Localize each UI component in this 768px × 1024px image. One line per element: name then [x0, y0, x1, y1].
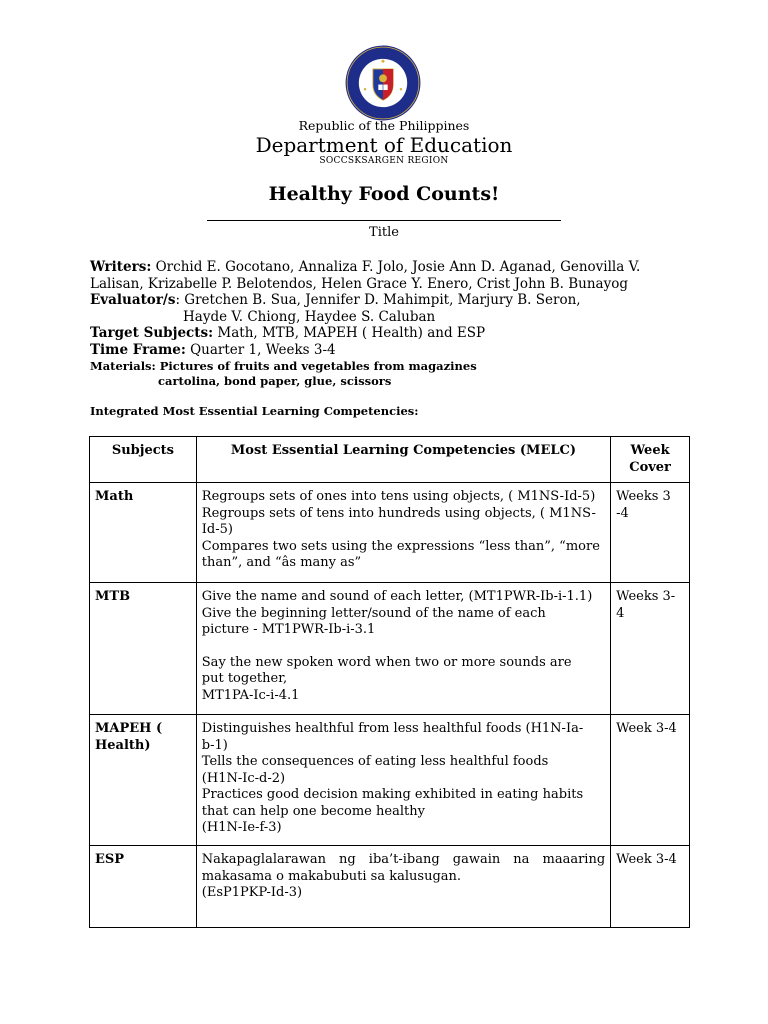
subject-name: ESP: [95, 852, 125, 867]
writers-label: Writers:: [90, 259, 152, 275]
melc-line: put together,: [201, 671, 288, 686]
melc-line: Give the name and sound of each letter, (MT1PWR-Ib-i-1.1): [201, 589, 593, 604]
week-line-1: Weeks 3-: [616, 589, 676, 604]
title-underline: [207, 220, 561, 221]
melc-line: Say the new spoken word when two or more sounds are: [201, 654, 572, 670]
week-cell: [611, 583, 690, 715]
materials-line-1: [90, 359, 710, 374]
writers-line-1: [90, 259, 710, 276]
seal-right-star: [400, 88, 402, 90]
week-line-2: 4: [616, 605, 625, 621]
week-header-line-2: Cover: [629, 459, 671, 475]
table-row: [90, 483, 690, 583]
melc-cell: [196, 715, 610, 846]
materials-items-1: Pictures of fruits and vegetables from magazines: [155, 359, 477, 373]
melc-line: (H1N-Ie-f-3): [201, 820, 282, 835]
document-title: Healthy Food Counts!: [268, 183, 500, 205]
time-frame-label: Time Frame:: [90, 341, 186, 358]
week-cell: [611, 483, 690, 583]
writers-line-2: Lalisan, Krizabelle P. Belotendos, Helen Grace Y. Enero, Crist John B. Bunayog: [90, 275, 629, 292]
melc-line: Practices good decision making exhibited in eating habits: [201, 787, 584, 802]
materials-line-2: cartolina, bond paper, glue, scissors: [158, 374, 392, 388]
table-row: [90, 846, 690, 928]
melc-cell: [196, 483, 610, 583]
week-header-line-1: Week: [630, 443, 670, 458]
melc-line: picture - MT1PWR-Ib-i-3.1: [201, 622, 376, 637]
target-subjects-label: Target Subjects:: [90, 325, 214, 341]
melc-line: Distinguishes healthful from less healthful foods (H1N-Ia-: [201, 721, 584, 736]
week-cell: [611, 846, 690, 928]
melc-line: Regroups sets of tens into hundreds using objects, ( M1NS-: [201, 505, 596, 521]
subject-name: Math: [95, 489, 134, 504]
melc-table: [89, 436, 690, 928]
seal-left-star: [364, 88, 366, 90]
week-line-1: Week 3-4: [616, 721, 677, 736]
subject-name: MTB: [95, 589, 131, 604]
melc-line: Id-5): [201, 522, 233, 537]
melc-cell: [196, 583, 610, 715]
subject-cell: [90, 583, 197, 715]
evaluators-line-2: Hayde V. Chiong, Haydee S. Caluban: [183, 308, 436, 325]
melc-line: that can help one become healthy: [201, 803, 425, 819]
region-label: SOCCSKSARGEN REGION: [319, 156, 449, 166]
department-name: Department of Education: [255, 133, 513, 157]
week-line-1: Weeks 3: [616, 489, 671, 504]
subjects-header: Subjects: [90, 437, 197, 483]
materials-label: Materials:: [90, 359, 156, 373]
week-line-2: -4: [616, 505, 629, 521]
melc-cell: [196, 846, 610, 928]
seal-top-star: [381, 60, 384, 63]
subject-name-line-2: Health): [95, 737, 151, 753]
melc-line: makasama o makabubuti sa kalusugan.: [201, 868, 462, 884]
melc-line: (H1N-Ic-d-2): [201, 770, 286, 786]
integrated-melc-heading: Integrated Most Essential Learning Competencies:: [90, 404, 419, 418]
subject-name-line-1: MAPEH (: [95, 721, 163, 736]
week-cover-header: [611, 437, 690, 483]
melc-header: Most Essential Learning Competencies (MELC): [196, 437, 610, 483]
melc-line: b-1): [201, 737, 228, 753]
evaluators-label: Evaluator/s: [90, 292, 176, 308]
deped-seal-logo: [344, 44, 422, 122]
table-header-row: [90, 437, 690, 483]
evaluators-line-1: [90, 292, 710, 309]
melc-line: MT1PA-Ic-i-4.1: [201, 687, 300, 703]
title-caption: Title: [369, 225, 399, 240]
week-cell: [611, 715, 690, 846]
seal-sun: [379, 74, 387, 82]
table-row: [90, 583, 690, 715]
week-line-1: Week 3-4: [616, 852, 677, 867]
time-frame-line: [90, 342, 710, 359]
melc-line: than”, and “âs many as”: [201, 555, 362, 570]
subject-cell: [90, 715, 197, 846]
writers-names-1: Orchid E. Gocotano, Annaliza F. Jolo, Josie Ann D. Aganad, Genovilla V.: [151, 259, 641, 275]
target-subjects-line: [90, 325, 710, 342]
evaluators-names-1: : Gretchen B. Sua, Jennifer D. Mahimpit, Marjury B. Seron,: [175, 292, 581, 308]
melc-line: (EsP1PKP-Id-3): [201, 885, 303, 900]
table-row: [90, 715, 690, 846]
subject-cell: [90, 846, 197, 928]
target-subjects-value: Math, MTB, MAPEH ( Health) and ESP: [213, 325, 486, 341]
melc-blank-line: [202, 639, 605, 655]
melc-line: Nakapaglalarawan ng iba’t-ibang gawain na maaaring: [201, 852, 606, 867]
melc-line: Tells the consequences of eating less healthful foods: [201, 754, 549, 769]
melc-line: Give the beginning letter/sound of the name of each: [201, 605, 546, 621]
melc-line: Regroups sets of ones into tens using objects, ( M1NS-Id-5): [201, 489, 596, 504]
republic-label: Republic of the Philippines: [298, 118, 470, 133]
subject-cell: [90, 483, 197, 583]
time-frame-value: Quarter 1, Weeks 3-4: [185, 341, 336, 358]
melc-line: Compares two sets using the expressions “less than”, “more: [201, 538, 600, 554]
